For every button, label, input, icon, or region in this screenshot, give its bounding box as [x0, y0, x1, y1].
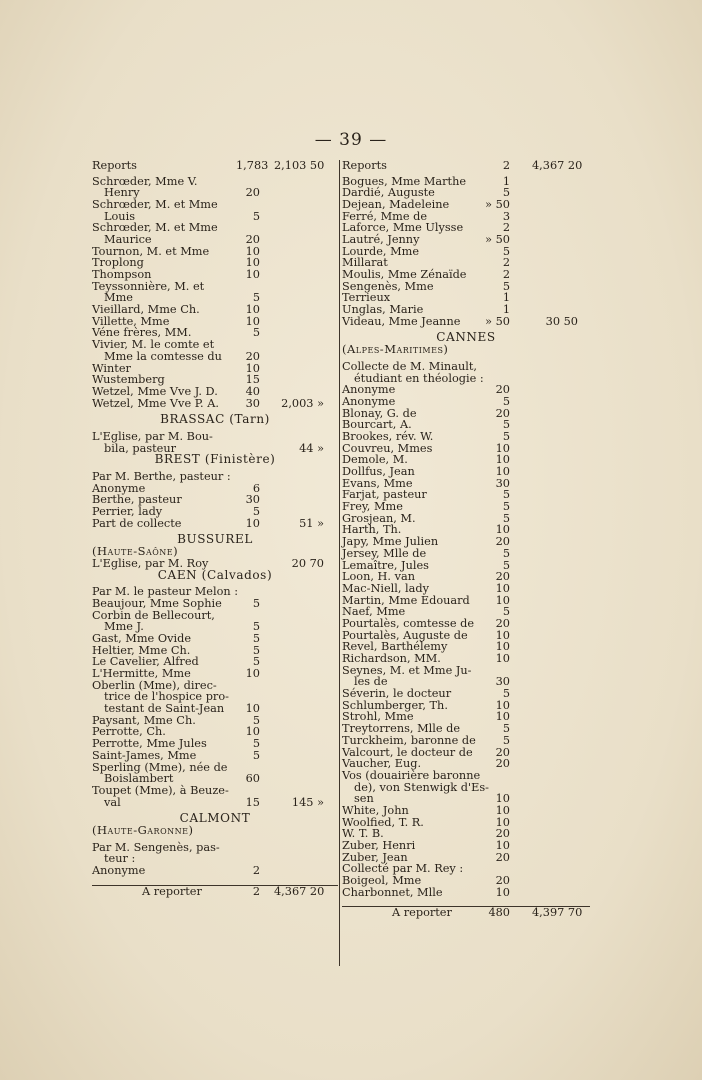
- amount: 10: [495, 628, 510, 642]
- donor-name: testant de Saint-Jean: [104, 702, 225, 716]
- region-heading: [92, 822, 338, 837]
- donor-name: Sperling (Mme), née de: [92, 760, 228, 774]
- donor-row: [342, 805, 590, 817]
- donor-name: Lemaître, Jules: [342, 558, 429, 572]
- amount: 5: [252, 631, 260, 645]
- amount: 5: [502, 279, 510, 293]
- donor-row: [342, 466, 590, 478]
- donor-row: [92, 351, 338, 363]
- donor-row: [342, 653, 590, 665]
- amount: 10: [495, 698, 510, 712]
- heading-text: BUSSUREL: [177, 532, 253, 547]
- amount: 20: [245, 349, 260, 363]
- heading-text: CALMONT: [179, 811, 251, 826]
- amount: 20: [495, 745, 510, 759]
- donor-name: Winter: [92, 361, 131, 375]
- amount: 15: [245, 795, 260, 809]
- subtotal: 51 »: [299, 516, 324, 530]
- donor-name: Schrœder, M. et Mme: [92, 221, 218, 235]
- subtotal: 4,367 20: [532, 159, 583, 172]
- amount: 20: [495, 406, 510, 420]
- amount: 1: [502, 174, 510, 188]
- subtotal: 30 50: [545, 314, 578, 328]
- donor-row: [342, 501, 590, 513]
- column-divider: [339, 160, 340, 966]
- donor-row: [92, 398, 338, 410]
- donor-name: Boigeol, Mme: [342, 874, 422, 888]
- amount: 20: [245, 186, 260, 200]
- donor-name: Vaucher, Eug.: [342, 757, 422, 771]
- donor-row: [342, 199, 590, 211]
- amount: 5: [252, 209, 260, 223]
- donor-row: [92, 431, 338, 443]
- donor-name: Collecte de M. Minault,: [342, 359, 477, 373]
- donor-name: les de: [354, 675, 388, 689]
- amount: 5: [252, 291, 260, 305]
- amount: 5: [502, 687, 510, 701]
- donor-row: [92, 750, 338, 762]
- donor-name: Loon, H. van: [342, 570, 415, 584]
- amount: 10: [495, 453, 510, 467]
- amount: 20: [245, 232, 260, 246]
- donor-row: [342, 396, 590, 408]
- donor-name: Richardson, MM.: [342, 652, 441, 665]
- donor-name: Bourcart, A.: [342, 418, 412, 432]
- donor-name: Farjat, pasteur: [342, 488, 427, 502]
- donor-name: Zuber, Henri: [342, 839, 416, 852]
- amount: 5: [502, 244, 510, 258]
- donor-name: Naef, Mme: [342, 605, 406, 619]
- amount: 5: [502, 186, 510, 200]
- donor-name: Sengenès, Mme: [342, 279, 434, 293]
- donor-name: Dardié, Auguste: [342, 186, 435, 200]
- donor-name: Thompson: [92, 268, 152, 281]
- donor-row: [342, 361, 590, 373]
- donor-name: Boislambert: [104, 772, 174, 786]
- amount: 10: [245, 725, 260, 739]
- amount: 1,783: [236, 159, 269, 172]
- donor-name: Séverin, le docteur: [342, 687, 452, 701]
- donor-name: Louis: [104, 209, 135, 223]
- amount: 10: [495, 792, 510, 806]
- amount: 10: [495, 839, 510, 852]
- amount: 10: [495, 885, 510, 899]
- amount: 5: [502, 546, 510, 560]
- donor-row: [92, 506, 338, 518]
- donor-row: [92, 598, 338, 610]
- subtotal: 44 »: [299, 441, 324, 455]
- amount: 10: [245, 516, 260, 530]
- amount: 10: [495, 523, 510, 537]
- amount: 10: [495, 652, 510, 665]
- amount: 10: [495, 710, 510, 724]
- amount: 1: [502, 291, 510, 305]
- donor-name: Toupet (Mme), à Beuze-: [92, 783, 229, 797]
- amount: 3: [502, 209, 510, 223]
- donor-row: [92, 668, 338, 680]
- donor-name: Anonyme: [342, 394, 396, 408]
- donor-name: Wetzel, Mme Vve J. D.: [92, 384, 218, 398]
- donor-name: Teyssonnière, M. et: [92, 279, 205, 293]
- donor-name: Turckheim, baronne de: [342, 733, 476, 747]
- donor-name: trice de l'hospice pro-: [104, 690, 229, 704]
- amount: 2: [252, 884, 260, 898]
- donor-row: [342, 234, 590, 246]
- donor-row: [92, 234, 338, 246]
- reports-row: [92, 160, 338, 176]
- amount: 5: [502, 733, 510, 747]
- heading-text: BRASSAC (Tarn): [160, 412, 270, 427]
- amount: 480: [488, 906, 510, 920]
- heading-text: (Haute-Saône): [92, 544, 179, 559]
- donor-name: Vos (douairière baronne: [342, 768, 481, 782]
- amount: 5: [252, 505, 260, 519]
- donor-name: Lautré, Jenny: [342, 232, 420, 246]
- donor-name: Millarat: [342, 256, 388, 270]
- amount: 10: [245, 268, 260, 281]
- donor-name: Dollfus, Jean: [342, 465, 415, 478]
- amount: 30: [495, 675, 510, 689]
- heading-text: BREST (Finistère): [154, 452, 276, 467]
- donor-name: Berthe, pasteur: [92, 493, 182, 507]
- donor-row: [92, 471, 338, 483]
- section-heading: [92, 567, 338, 582]
- amount: 20: [495, 570, 510, 584]
- donor-name: Dejean, Madeleine: [342, 197, 450, 211]
- amount: 5: [252, 643, 260, 657]
- donor-name: Par M. le pasteur Melon :: [92, 585, 239, 599]
- amount: 10: [245, 361, 260, 375]
- donor-name: Beaujour, Mme Sophie: [92, 596, 222, 610]
- amount: 10: [495, 465, 510, 478]
- donor-row: [342, 304, 590, 316]
- donor-row: [342, 431, 590, 443]
- donor-row: [342, 887, 590, 899]
- section-heading: [92, 414, 338, 426]
- donor-row: [342, 269, 590, 281]
- donor-row: [342, 840, 590, 852]
- donor-name: Saint-James, Mme: [92, 748, 197, 762]
- donor-name: Wetzel, Mme Vve P. A.: [92, 396, 219, 410]
- donor-name: A reporter: [392, 906, 452, 920]
- donor-name: Maurice: [104, 232, 152, 246]
- donor-row: [342, 688, 590, 700]
- heading-text: (Haute-Garonne): [92, 822, 194, 837]
- donor-name: Oberlin (Mme), direc-: [92, 678, 217, 692]
- amount: 40: [245, 384, 260, 398]
- amount: 10: [245, 314, 260, 328]
- donor-name: Mme la comtesse du: [104, 349, 222, 363]
- donor-name: Evans, Mme: [342, 476, 413, 490]
- heading-text: (Alpes-Maritimes): [342, 342, 449, 357]
- total-row: [342, 906, 590, 921]
- donor-name: Wustemberg: [92, 373, 165, 387]
- amount: 5: [502, 418, 510, 432]
- amount: 20: [495, 383, 510, 397]
- amount: 10: [495, 640, 510, 654]
- donor-name: Anonyme: [92, 481, 146, 495]
- donor-name: bila, pasteur: [104, 441, 177, 455]
- donor-name: Schrœder, M. et Mme: [92, 197, 218, 211]
- donor-name: Martin, Mme Edouard: [342, 593, 470, 607]
- donor-name: Mme: [104, 291, 133, 305]
- donor-row: [92, 633, 338, 645]
- donor-name: Perrier, lady: [92, 505, 163, 519]
- donor-name: Laforce, Mme Ulysse: [342, 221, 464, 235]
- donor-name: Frey, Mme: [342, 500, 403, 514]
- donor-name: Treytorrens, Mlle de: [342, 722, 461, 736]
- amount: 5: [252, 620, 260, 634]
- amount: 5: [502, 558, 510, 572]
- amount: 30: [495, 476, 510, 490]
- donor-name: Japy, Mme Julien: [342, 535, 439, 549]
- donor-row: [92, 797, 338, 809]
- subtotal: 145 »: [291, 795, 324, 809]
- amount: 5: [502, 488, 510, 502]
- donor-name: Perrotte, Ch.: [92, 725, 166, 739]
- amount: 5: [502, 500, 510, 514]
- donor-name: Le Cavelier, Alfred: [92, 655, 199, 669]
- donor-name: L'Eglise, par M. Bou-: [92, 429, 213, 443]
- donor-name: Henry: [104, 186, 140, 200]
- amount: 20: [495, 874, 510, 888]
- amount: 20: [495, 827, 510, 841]
- donor-name: Brookes, rév. W.: [342, 429, 434, 443]
- subtotal: 2,103 50: [274, 159, 325, 172]
- heading-text: CANNES: [436, 330, 496, 345]
- donor-name: Terrieux: [342, 291, 391, 305]
- donor-name: Reports: [342, 159, 387, 172]
- donor-name: Heltier, Mme Ch.: [92, 643, 191, 657]
- subtotal: 2,003 »: [281, 396, 324, 410]
- donor-name: W. T. B.: [342, 827, 384, 841]
- donor-row: [92, 518, 338, 530]
- donor-row: [92, 386, 338, 398]
- amount: 5: [502, 429, 510, 443]
- donor-name: Perrotte, Mme Jules: [92, 737, 207, 751]
- amount: 20: [495, 757, 510, 771]
- donor-name: A reporter: [142, 884, 202, 898]
- donor-name: Zuber, Jean: [342, 850, 408, 864]
- amount: 5: [252, 713, 260, 727]
- donor-name: Anonyme: [342, 383, 396, 397]
- amount: 5: [252, 748, 260, 762]
- donor-name: Reports: [92, 159, 137, 172]
- donor-name: Revel, Barthélemy: [342, 640, 448, 654]
- donor-name: Seynes, M. et Mme Ju-: [342, 663, 472, 677]
- donor-name: Charbonnet, Mlle: [342, 885, 443, 899]
- amount: 2: [502, 268, 510, 281]
- amount: 2: [502, 256, 510, 270]
- page-number: — 39 —: [314, 130, 388, 150]
- donor-row: [92, 304, 338, 316]
- amount: 30: [245, 493, 260, 507]
- amount: 10: [495, 441, 510, 455]
- donor-row: [342, 548, 590, 560]
- amount: 5: [252, 655, 260, 669]
- amount: 20: [495, 535, 510, 549]
- amount: 10: [245, 256, 260, 270]
- amount: 5: [502, 511, 510, 525]
- donor-name: Grosjean, M.: [342, 511, 416, 525]
- amount: » 50: [485, 232, 510, 246]
- donor-name: teur :: [104, 852, 136, 866]
- donor-name: Vivier, M. le comte et: [92, 338, 215, 352]
- donor-name: Couvreu, Mmes: [342, 441, 433, 455]
- amount: 20: [495, 850, 510, 864]
- donor-name: étudiant en théologie :: [354, 371, 484, 385]
- left-column: [92, 160, 338, 900]
- heading-text: CAEN (Calvados): [157, 567, 273, 582]
- donor-name: de), von Stenwigk d'Es-: [354, 780, 489, 794]
- donor-name: Valcourt, le docteur de: [342, 745, 473, 759]
- amount: 5: [252, 596, 260, 610]
- donor-name: Collecté par M. Rey :: [342, 862, 464, 876]
- amount: 10: [495, 581, 510, 595]
- donor-row: [92, 785, 338, 797]
- amount: 2: [502, 221, 510, 235]
- amount: 15: [245, 373, 260, 387]
- donor-name: Part de collecte: [92, 516, 182, 530]
- donor-name: Jersey, Mlle de: [342, 546, 427, 560]
- donor-name: Corbin de Bellecourt,: [92, 608, 215, 622]
- donor-name: Anonyme: [92, 864, 146, 877]
- donor-name: Demole, M.: [342, 453, 408, 467]
- donor-name: Harth, Th.: [342, 523, 402, 537]
- donor-name: Lourde, Mme: [342, 244, 420, 258]
- amount: 5: [252, 737, 260, 751]
- donor-name: Strohl, Mme: [342, 710, 414, 724]
- donor-row: [92, 865, 338, 877]
- donor-row: [342, 316, 590, 328]
- reports-row: [342, 160, 590, 176]
- amount: 2: [502, 159, 510, 172]
- donor-name: Villette, Mme: [92, 314, 170, 328]
- donor-name: Bogues, Mme Marthe: [342, 174, 467, 188]
- section-heading: [92, 454, 338, 466]
- donor-name: Woolfied, T. R.: [342, 815, 424, 829]
- amount: 1: [502, 303, 510, 317]
- region-heading: [342, 344, 590, 356]
- donor-name: Mme J.: [104, 620, 144, 634]
- amount: 5: [502, 394, 510, 408]
- donor-name: Par M. Sengenès, pas-: [92, 840, 220, 854]
- donor-row: [92, 199, 338, 211]
- donor-row: [92, 269, 338, 281]
- amount: 10: [495, 593, 510, 607]
- amount: 10: [495, 815, 510, 829]
- amount: 5: [502, 605, 510, 619]
- amount: » 50: [485, 314, 510, 328]
- donor-name: val: [104, 795, 121, 809]
- donor-row: [342, 782, 590, 794]
- donor-name: L'Eglise, par M. Roy: [92, 556, 209, 570]
- amount: 2: [252, 864, 260, 877]
- donor-name: White, John: [342, 803, 409, 817]
- donor-name: L'Hermitte, Mme: [92, 667, 191, 680]
- donor-name: Videau, Mme Jeanne: [342, 314, 461, 328]
- donor-name: Tournon, M. et Mme: [92, 244, 210, 258]
- donor-name: Pourtalès, comtesse de: [342, 616, 475, 630]
- amount: 6: [252, 481, 260, 495]
- donor-name: sen: [354, 792, 374, 806]
- donor-row: [342, 583, 590, 595]
- amount: 60: [245, 772, 260, 786]
- amount: 10: [245, 667, 260, 680]
- amount: 20: [495, 616, 510, 630]
- donor-name: Paysant, Mme Ch.: [92, 713, 196, 727]
- subtotal: 4,397 70: [532, 906, 583, 920]
- donor-name: Vieillard, Mme Ch.: [92, 303, 200, 317]
- donor-name: Gast, Mme Ovide: [92, 631, 192, 645]
- amount: 10: [495, 803, 510, 817]
- donor-name: Schrœder, Mme V.: [92, 174, 198, 188]
- donor-name: Blonay, G. de: [342, 406, 417, 420]
- donor-name: Par M. Berthe, pasteur :: [92, 470, 231, 483]
- subtotal: 20 70: [291, 556, 324, 570]
- donor-name: Mac-Niell, lady: [342, 581, 429, 595]
- amount: » 50: [485, 197, 510, 211]
- donor-row: [342, 618, 590, 630]
- donor-row: [342, 770, 590, 782]
- amount: 10: [245, 303, 260, 317]
- donor-name: Véne frères, MM.: [92, 326, 192, 340]
- amount: 30: [245, 396, 260, 410]
- donor-name: Unglas, Marie: [342, 303, 424, 317]
- amount: 5: [502, 722, 510, 736]
- amount: 5: [252, 326, 260, 340]
- donor-row: [342, 735, 590, 747]
- amount: 10: [245, 244, 260, 258]
- donor-name: Troplong: [92, 256, 144, 270]
- donor-name: Pourtalès, Auguste de: [342, 628, 468, 642]
- donor-row: [342, 875, 590, 887]
- amount: 10: [245, 702, 260, 716]
- total-row: [92, 885, 338, 900]
- donor-name: Schlumberger, Th.: [342, 698, 448, 712]
- right-column: [342, 160, 590, 921]
- subtotal: 4,367 20: [274, 884, 325, 898]
- donor-row: [92, 703, 338, 715]
- donor-name: Ferré, Mme de: [342, 209, 428, 223]
- donor-name: Moulis, Mme Zénaïde: [342, 268, 467, 281]
